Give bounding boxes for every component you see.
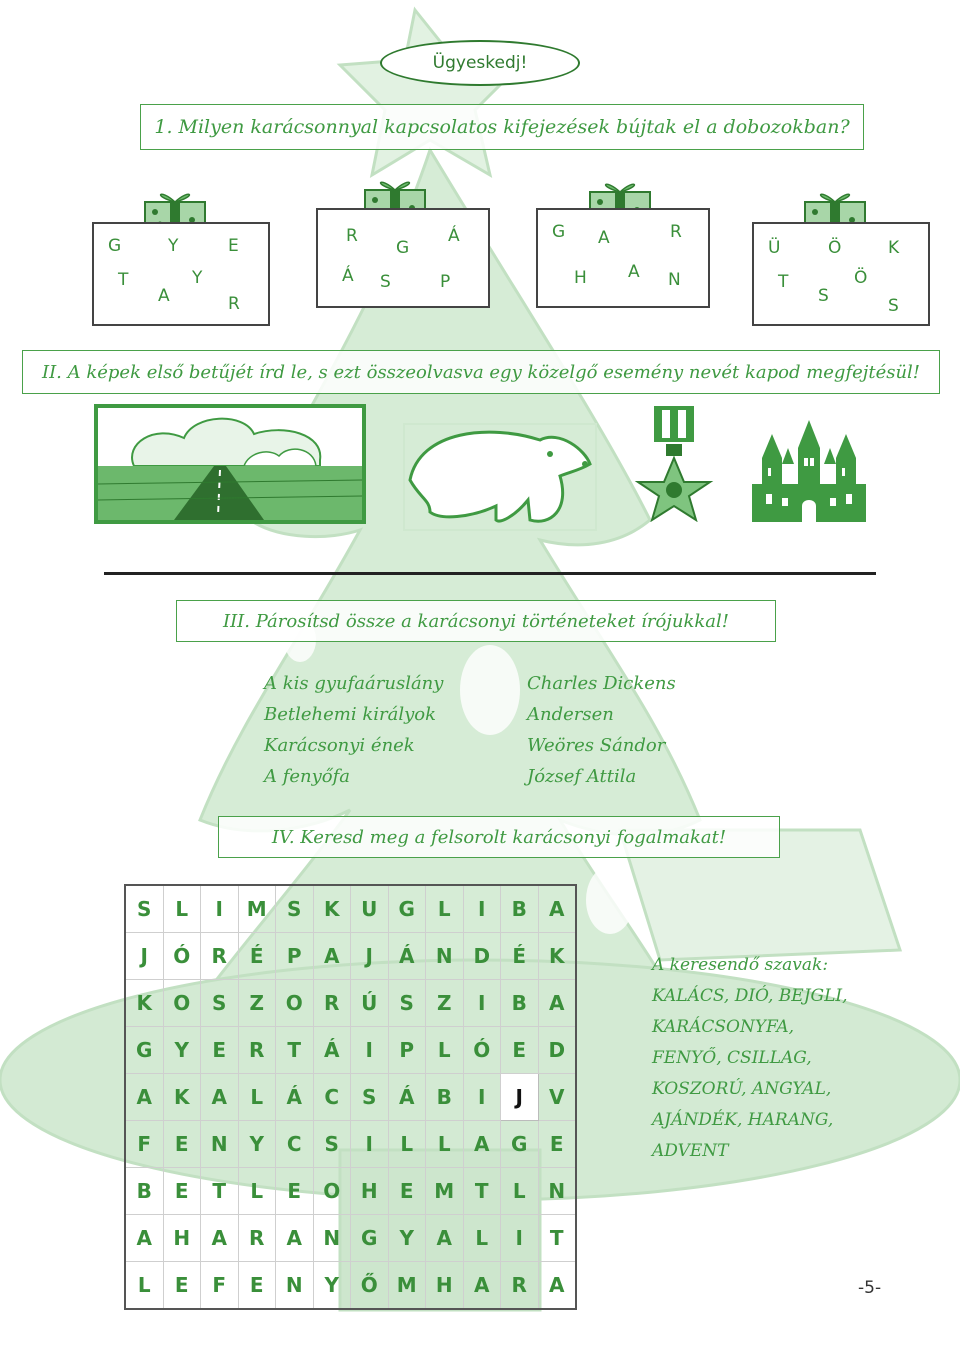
grid-cell[interactable]: A bbox=[276, 1215, 314, 1262]
grid-cell[interactable]: Ő bbox=[351, 1262, 389, 1310]
letter-box-2 bbox=[316, 208, 490, 308]
grid-cell[interactable]: H bbox=[163, 1215, 201, 1262]
letter: G bbox=[396, 238, 410, 258]
grid-row bbox=[125, 980, 576, 1027]
grid-cell[interactable]: K bbox=[538, 933, 576, 980]
grid-cell[interactable]: Á bbox=[388, 933, 426, 980]
story-item[interactable]: Karácsonyi ének bbox=[264, 735, 415, 756]
letter: G bbox=[552, 222, 566, 242]
task3-title-box bbox=[176, 600, 776, 642]
grid-cell[interactable]: É bbox=[238, 933, 276, 980]
grid-cell[interactable]: O bbox=[163, 980, 201, 1027]
grid-cell[interactable]: E bbox=[163, 1168, 201, 1215]
grid-cell[interactable]: L bbox=[163, 885, 201, 933]
grid-cell[interactable]: Y bbox=[313, 1262, 351, 1310]
grid-cell[interactable]: Á bbox=[276, 1074, 314, 1121]
grid-cell[interactable]: R bbox=[238, 1215, 276, 1262]
grid-cell[interactable]: R bbox=[201, 933, 239, 980]
letter: R bbox=[670, 222, 682, 242]
author-item[interactable]: Charles Dickens bbox=[527, 673, 676, 694]
grid-cell[interactable]: Ú bbox=[351, 980, 389, 1027]
grid-cell[interactable]: F bbox=[125, 1121, 163, 1168]
grid-cell[interactable]: H bbox=[426, 1262, 464, 1310]
answer-line[interactable] bbox=[104, 572, 876, 575]
letter: P bbox=[440, 272, 451, 292]
letter: A bbox=[158, 286, 170, 306]
task1-title: 1. Milyen karácsonnyal kapcsolatos kifejezések bújtak el a dobozokban? bbox=[154, 116, 850, 138]
word-line: KARÁCSONYFA, bbox=[652, 1017, 795, 1037]
authors-list bbox=[527, 668, 676, 792]
word-line: KOSZORÚ, ANGYAL, bbox=[652, 1079, 832, 1099]
road-landscape-picture bbox=[94, 404, 366, 524]
grid-cell[interactable]: I bbox=[463, 980, 501, 1027]
task1-title-box bbox=[140, 104, 864, 150]
grid-cell[interactable]: E bbox=[538, 1121, 576, 1168]
word-line: ADVENT bbox=[652, 1141, 729, 1161]
story-item[interactable]: A kis gyufaáruslány bbox=[264, 673, 444, 694]
grid-cell[interactable]: M bbox=[426, 1168, 464, 1215]
grid-cell[interactable]: H bbox=[351, 1168, 389, 1215]
grid-row bbox=[125, 1262, 576, 1310]
grid-cell[interactable]: R bbox=[238, 1027, 276, 1074]
grid-cell[interactable]: J bbox=[351, 933, 389, 980]
letter: R bbox=[346, 226, 358, 246]
task3-title: III. Párosítsd össze a karácsonyi történeteket írójukkal! bbox=[222, 610, 730, 632]
polar-bear-picture bbox=[400, 420, 600, 534]
grid-cell[interactable]: I bbox=[463, 1074, 501, 1121]
grid-cell[interactable]: K bbox=[125, 980, 163, 1027]
grid-cell[interactable]: D bbox=[463, 933, 501, 980]
grid-cell[interactable]: L bbox=[125, 1262, 163, 1310]
letter: N bbox=[668, 270, 681, 290]
grid-row bbox=[125, 885, 576, 933]
encouragement-badge bbox=[380, 40, 580, 86]
search-words-list bbox=[652, 950, 848, 1167]
grid-cell[interactable]: I bbox=[351, 1027, 389, 1074]
task4-title-box bbox=[218, 816, 780, 858]
grid-cell[interactable]: J bbox=[125, 933, 163, 980]
letter: T bbox=[778, 272, 789, 292]
grid-cell[interactable]: T bbox=[538, 1215, 576, 1262]
story-item[interactable]: Betlehemi királyok bbox=[264, 704, 436, 725]
letter: Ö bbox=[828, 238, 842, 258]
grid-cell[interactable]: I bbox=[463, 885, 501, 933]
grid-cell[interactable]: V bbox=[538, 1074, 576, 1121]
task2-title-box bbox=[22, 350, 940, 394]
letter: G bbox=[108, 236, 122, 256]
grid-cell[interactable]: T bbox=[463, 1168, 501, 1215]
grid-cell[interactable]: A bbox=[313, 933, 351, 980]
grid-cell[interactable]: S bbox=[276, 885, 314, 933]
grid-cell[interactable]: Z bbox=[426, 980, 464, 1027]
grid-cell[interactable]: E bbox=[388, 1168, 426, 1215]
grid-cell[interactable]: M bbox=[238, 885, 276, 933]
grid-cell[interactable]: B bbox=[501, 885, 539, 933]
word-line: FENYŐ, CSILLAG, bbox=[652, 1048, 812, 1068]
word-line: KALÁCS, DIÓ, BEJGLI, bbox=[652, 986, 848, 1006]
grid-cell[interactable]: I bbox=[501, 1215, 539, 1262]
grid-cell[interactable]: C bbox=[276, 1121, 314, 1168]
grid-cell[interactable]: A bbox=[201, 1074, 239, 1121]
grid-cell[interactable]: A bbox=[125, 1074, 163, 1121]
grid-cell[interactable]: S bbox=[201, 980, 239, 1027]
letter: S bbox=[380, 272, 391, 292]
grid-cell[interactable]: E bbox=[201, 1027, 239, 1074]
letter: R bbox=[228, 294, 240, 314]
letter: A bbox=[628, 262, 640, 282]
letter: A bbox=[598, 228, 610, 248]
grid-cell[interactable]: O bbox=[313, 1168, 351, 1215]
grid-cell[interactable]: S bbox=[313, 1121, 351, 1168]
grid-cell[interactable]: E bbox=[276, 1168, 314, 1215]
grid-cell[interactable]: Y bbox=[388, 1215, 426, 1262]
grid-cell[interactable]: P bbox=[276, 933, 314, 980]
grid-row bbox=[125, 1027, 576, 1074]
grid-cell[interactable]: Y bbox=[238, 1121, 276, 1168]
grid-cell[interactable]: E bbox=[163, 1121, 201, 1168]
letter: E bbox=[228, 236, 239, 256]
grid-cell[interactable]: K bbox=[163, 1074, 201, 1121]
grid-cell[interactable]: A bbox=[538, 885, 576, 933]
grid-cell[interactable]: N bbox=[538, 1168, 576, 1215]
grid-cell[interactable]: G bbox=[351, 1215, 389, 1262]
grid-cell[interactable]: L bbox=[426, 885, 464, 933]
grid-cell[interactable]: N bbox=[426, 933, 464, 980]
letter: Y bbox=[192, 268, 203, 288]
grid-cell[interactable]: M bbox=[388, 1262, 426, 1310]
author-item[interactable]: József Attila bbox=[527, 766, 637, 787]
grid-cell[interactable]: Á bbox=[313, 1027, 351, 1074]
grid-cell[interactable]: A bbox=[426, 1215, 464, 1262]
grid-cell[interactable]: Y bbox=[163, 1027, 201, 1074]
grid-cell[interactable]: P bbox=[388, 1027, 426, 1074]
grid-row bbox=[125, 1168, 576, 1215]
grid-cell[interactable]: J bbox=[501, 1074, 539, 1121]
letter: T bbox=[118, 270, 129, 290]
grid-cell[interactable]: L bbox=[238, 1168, 276, 1215]
task4-title: IV. Keresd meg a felsorolt karácsonyi fogalmakat! bbox=[271, 826, 727, 848]
author-item[interactable]: Weöres Sándor bbox=[527, 735, 666, 756]
grid-cell[interactable]: S bbox=[388, 980, 426, 1027]
task2-title: II. A képek első betűjét írd le, s ezt összeolvasva egy közelgő esemény nevét kapod megfejtésül! bbox=[41, 361, 921, 383]
stories-list bbox=[264, 668, 443, 792]
grid-cell[interactable]: G bbox=[501, 1121, 539, 1168]
grid-cell[interactable]: G bbox=[125, 1027, 163, 1074]
grid-cell[interactable]: Á bbox=[388, 1074, 426, 1121]
grid-cell[interactable]: L bbox=[426, 1027, 464, 1074]
grid-cell[interactable]: T bbox=[276, 1027, 314, 1074]
grid-cell[interactable]: L bbox=[501, 1168, 539, 1215]
grid-cell[interactable]: S bbox=[125, 885, 163, 933]
grid-cell[interactable]: Ó bbox=[163, 933, 201, 980]
grid-row bbox=[125, 1215, 576, 1262]
grid-cell[interactable]: N bbox=[201, 1121, 239, 1168]
grid-cell[interactable]: K bbox=[313, 885, 351, 933]
grid-cell[interactable]: A bbox=[463, 1121, 501, 1168]
letter: Á bbox=[448, 226, 460, 246]
word-search-grid bbox=[124, 884, 577, 1310]
letter: H bbox=[574, 268, 587, 288]
page-number: -5- bbox=[858, 1278, 882, 1298]
grid-cell[interactable]: O bbox=[276, 980, 314, 1027]
grid-cell[interactable]: S bbox=[351, 1074, 389, 1121]
grid-cell[interactable]: R bbox=[313, 980, 351, 1027]
grid-cell[interactable]: N bbox=[313, 1215, 351, 1262]
grid-cell[interactable]: L bbox=[388, 1121, 426, 1168]
grid-cell[interactable]: I bbox=[351, 1121, 389, 1168]
grid-cell[interactable]: N bbox=[276, 1262, 314, 1310]
grid-cell[interactable]: R bbox=[501, 1262, 539, 1310]
grid-cell[interactable]: E bbox=[163, 1262, 201, 1310]
grid-cell[interactable]: B bbox=[426, 1074, 464, 1121]
letter-box-3 bbox=[536, 208, 710, 308]
grid-cell[interactable]: F bbox=[201, 1262, 239, 1310]
letter: K bbox=[888, 238, 900, 258]
castle-picture bbox=[752, 418, 866, 522]
grid-cell[interactable]: A bbox=[201, 1215, 239, 1262]
grid-cell[interactable]: U bbox=[351, 885, 389, 933]
grid-cell[interactable]: I bbox=[201, 885, 239, 933]
grid-row bbox=[125, 933, 576, 980]
grid-row bbox=[125, 1074, 576, 1121]
letter: Á bbox=[342, 266, 354, 286]
grid-cell[interactable]: A bbox=[538, 980, 576, 1027]
author-item[interactable]: Andersen bbox=[527, 704, 614, 725]
grid-cell[interactable]: A bbox=[538, 1262, 576, 1310]
grid-cell[interactable]: B bbox=[125, 1168, 163, 1215]
grid-cell[interactable]: G bbox=[388, 885, 426, 933]
grid-cell[interactable]: L bbox=[238, 1074, 276, 1121]
grid-cell[interactable]: C bbox=[313, 1074, 351, 1121]
grid-cell[interactable]: T bbox=[201, 1168, 239, 1215]
grid-row bbox=[125, 1121, 576, 1168]
letter: S bbox=[818, 286, 829, 306]
grid-cell[interactable]: L bbox=[463, 1215, 501, 1262]
grid-cell[interactable]: É bbox=[501, 933, 539, 980]
letter: Ü bbox=[768, 238, 781, 258]
story-item[interactable]: A fenyőfa bbox=[264, 766, 351, 787]
badge-text: Ügyeskedj! bbox=[432, 53, 528, 73]
grid-cell[interactable]: B bbox=[501, 980, 539, 1027]
grid-cell[interactable]: Ó bbox=[463, 1027, 501, 1074]
words-title: A keresendő szavak: bbox=[652, 955, 829, 975]
grid-cell[interactable]: E bbox=[501, 1027, 539, 1074]
letter: Y bbox=[168, 236, 179, 256]
grid-cell[interactable]: A bbox=[463, 1262, 501, 1310]
letter-box-4 bbox=[752, 222, 930, 326]
grid-cell[interactable]: L bbox=[426, 1121, 464, 1168]
grid-cell[interactable]: Z bbox=[238, 980, 276, 1027]
grid-cell[interactable]: A bbox=[125, 1215, 163, 1262]
letter: Ö bbox=[854, 268, 868, 288]
letter-box-1 bbox=[92, 222, 270, 326]
letter: S bbox=[888, 296, 899, 316]
grid-cell[interactable]: D bbox=[538, 1027, 576, 1074]
grid-cell[interactable]: E bbox=[238, 1262, 276, 1310]
word-line: AJÁNDÉK, HARANG, bbox=[652, 1110, 834, 1130]
medal-picture bbox=[628, 404, 720, 522]
